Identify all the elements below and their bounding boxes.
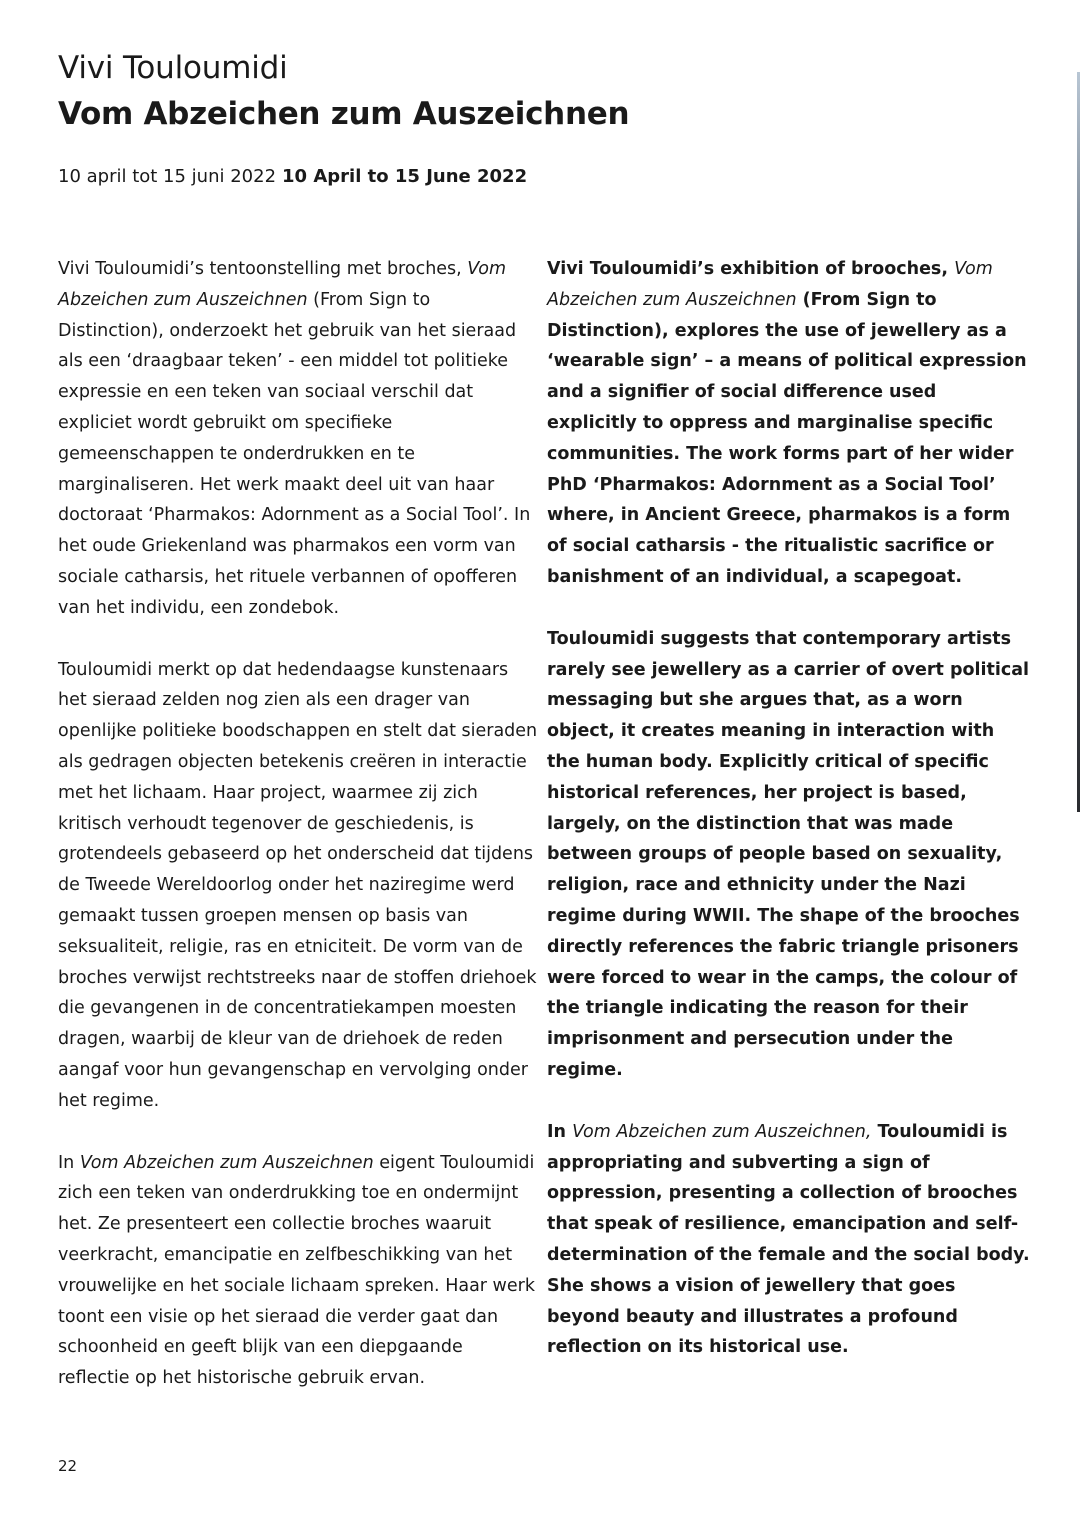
exhibition-title: Vom Abzeichen zum Auszeichnen: [58, 96, 630, 132]
english-paragraph-2: Touloumidi suggests that contemporary artists rarely see jewellery as a carrier of overt political messaging but she argues that, as a worn object, it creates meaning in interaction with the human body. Explicitly critical of specific historical references, her project is based, largely, on the distinction that was made between groups of people based on sexuality, religion, race and ethnicity under the Nazi regime during WWII. The shape of the brooches directly references the fabric triangle prisoners were forced to wear in the camps, the colour of the triangle indicating the reason for their imprisonment and persecution under the regime.: [547, 628, 1030, 1080]
dates-dutch: 10 april tot 15 juni 2022: [58, 166, 277, 187]
english-paragraph-3-italic-title: Vom Abzeichen zum Auszeichnen,: [572, 1121, 872, 1142]
dutch-paragraph-3: [58, 1148, 538, 1394]
dutch-paragraph-3-text-a: In: [58, 1152, 80, 1173]
dutch-paragraph-1-italic-title: Vom Abzeichen zum Auszeichnen: [58, 259, 506, 310]
english-paragraph-1-text-b: (From Sign to Distinction), explores the use of jewellery as a ‘wearable sign’ – a means of political expression and a signifier of social difference used explicitly to oppress and marginalise specific communities. The work forms part of her wider PhD ‘Pharmakos: Adornment as a Social Tool’ where, in Ancient Greece, pharmakos is a form of social catharsis - the ritualistic sacrifice or banishment of an individual, a scapegoat.: [547, 289, 1027, 587]
english-paragraph-3: [547, 1117, 1031, 1363]
dutch-paragraph-3-text-b: eigent Touloumidi zich een teken van onderdrukking toe en ondermijnt het. Ze presenteert een collectie broches waaruit veerkracht, emancipatie en zelfbeschikking van het vrouwelijke en het sociale lichaam spreken. Haar werk toont een visie op het sieraad die verder gaat dan schoonheid en geeft blijk van een diepgaande reflectie op het historische gebruik ervan.: [58, 1152, 535, 1389]
dates-english: 10 April to 15 June 2022: [282, 166, 528, 187]
exhibition-dates: [58, 164, 527, 190]
dutch-paragraph-1-text-b: (From Sign to Distinction), onderzoekt het gebruik van het sieraad als een ‘draagbaar teken’ - een middel tot politieke expressie en een teken van sociaal verschil dat expliciet wordt gebruikt om specifieke gemeenschappen te onderdrukken en te marginaliseren. Het werk maakt deel uit van haar doctoraat ‘Pharmakos: Adornment as a Social Tool’. In het oude Griekenland was pharmakos een vorm van sociale catharsis, het rituele verbannen of opofferen van het individu, een zondebok.: [58, 289, 531, 618]
english-paragraph-3-text-b: Touloumidi is appropriating and subverting a sign of oppression, presenting a collection of brooches that speak of resilience, emancipation and self-determination of the female and the social body. She shows a vision of jewellery that goes beyond beauty and illustrates a profound reflection on its historical use.: [547, 1121, 1030, 1358]
english-paragraph-1-text-a: Vivi Touloumidi’s exhibition of brooches,: [547, 259, 955, 279]
dutch-paragraph-2: Touloumidi merkt op dat hedendaagse kunstenaars het sieraad zelden nog zien als een drager van openlijke politieke boodschappen en stelt dat sieraden als gedragen objecten betekenis creëren in interactie met het lichaam. Haar project, waarmee zij zich kritisch verhoudt tegenover de geschiedenis, is grotendeels gebaseerd op het onderscheid dat tijdens de Tweede Wereldoorlog onder het naziregime werd gemaakt tussen groepen mensen op basis van seksualiteit, religie, ras en etniciteit. De vorm van de broches verwijst rechtstreeks naar de stoffen driehoek die gevangenen in de concentratiekampen moesten dragen, waarbij de kleur van de driehoek de reden aangaf voor hun gevangenschap en vervolging onder het regime.: [58, 659, 538, 1111]
english-column: [547, 254, 1031, 1363]
dutch-paragraph-1-text-a: Vivi Touloumidi’s tentoonstelling met broches,: [58, 259, 468, 279]
english-paragraph-3-text-a: In: [547, 1121, 573, 1142]
artist-name: Vivi Touloumidi: [58, 50, 288, 86]
english-paragraph-1-italic-title: Vom Abzeichen zum Auszeichnen: [547, 259, 993, 310]
page-number: 22: [58, 1457, 78, 1475]
dutch-column: [58, 254, 538, 1394]
dutch-paragraph-3-italic-title: Vom Abzeichen zum Auszeichnen: [79, 1152, 374, 1173]
english-paragraph-1: [547, 254, 1031, 593]
dutch-paragraph-1: [58, 254, 538, 624]
